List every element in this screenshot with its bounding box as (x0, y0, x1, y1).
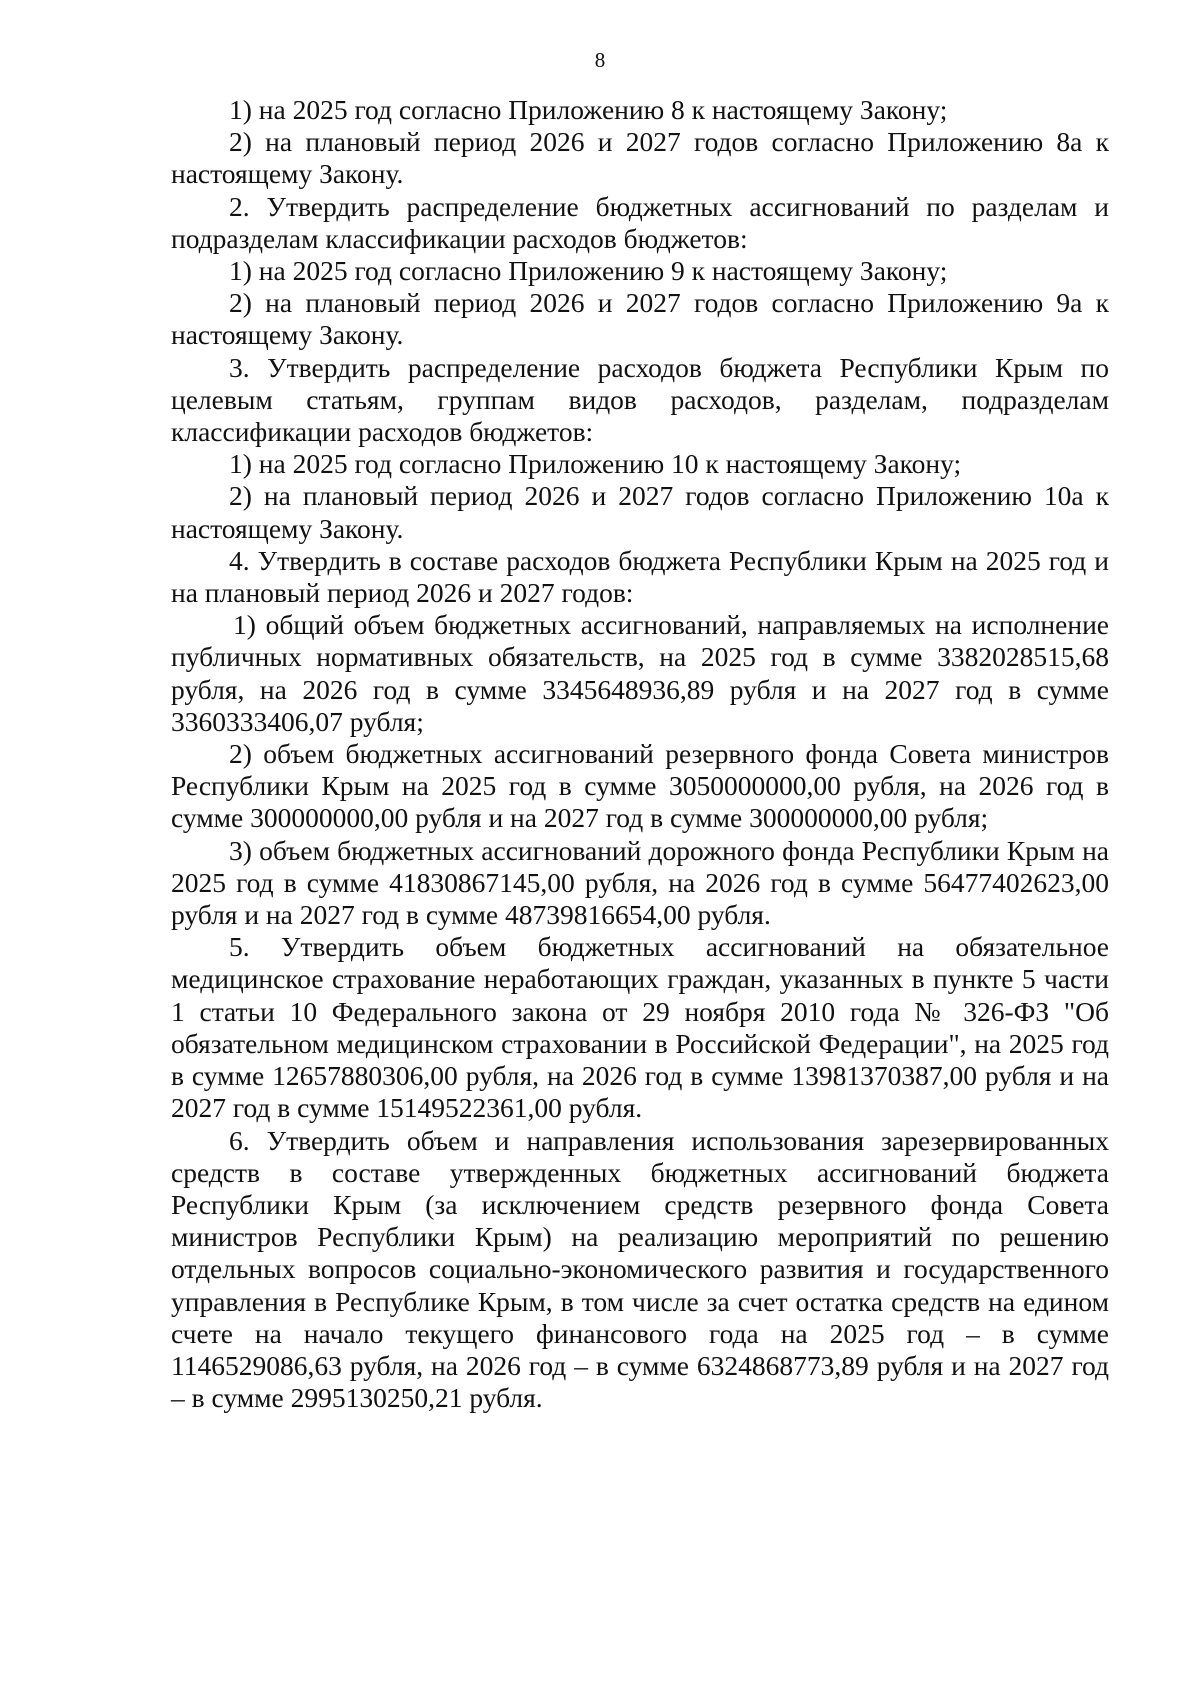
paragraph-item-2-sections: 2. Утвердить распределение бюджетных ассигнований по разделам и подразделам классификации расходов бюджетов: (171, 190, 1109, 254)
paragraph-road-fund: 3) объем бюджетных ассигнований дорожного фонда Республики Крым на 2025 год в сумме 41830867145,00 рубля, на 2026 год в сумме 56477402623,00 рубля и на 2027 год в сумме 48739816654,00 рубля. (171, 834, 1109, 931)
paragraph-appendix-8-2025: 1) на 2025 год согласно Приложению 8 к настоящему Закону; (229, 94, 948, 125)
paragraph-item-5-medical-insurance: 5. Утвердить объем бюджетных ассигнований на обязательное медицинское страхование неработающих граждан, указанных в пункте 5 части 1 статьи 10 Федерального закона от 29 ноября 2010 года № 326-ФЗ "Об обязательном медицинском страховании в Российской Федерации", на 2025 год в сумме 12657880306,00 рубля, на 2026 год в сумме 13981370387,00 рубля и на 2027 год в сумме 15149522361,00 рубля. (171, 931, 1109, 1124)
paragraph-reserve-fund: 2) объем бюджетных ассигнований резервного фонда Совета министров Республики Крым на 2025 год в сумме 3050000000,00 рубля, на 2026 год в сумме 300000000,00 рубля и на 2027 год в сумме 300000000,00 рубля; (171, 738, 1109, 834)
page-number: 8 (594, 48, 606, 72)
paragraph-appendix-8a-planned: 2) на плановый период 2026 и 2027 годов согласно Приложению 8а к настоящему Закону. (171, 126, 1109, 190)
paragraph-appendix-9a-planned: 2) на плановый период 2026 и 2027 годов согласно Приложению 9а к настоящему Закону. (171, 287, 1109, 351)
document-body (171, 94, 1109, 1414)
paragraph-appendix-10-2025: 1) на 2025 год согласно Приложению 10 к настоящему Закону; (229, 448, 962, 480)
paragraph-item-6-reserved-funds: 6. Утвердить объем и направления использования зарезервированных средств в составе утвержденных бюджетных ассигнований бюджета Республики Крым (за исключением средств резервного фонда Совета министров Республики Крым) на реализацию мероприятий по решению отдельных вопросов социально-экономического развития и государственного управления в Республике Крым, в том числе за счет остатка средств на едином счете на начало текущего финансового года на 2025 год – в сумме 1146529086,63 рубля, на 2026 год – в сумме 6324868773,89 рубля и на 2027 год – в сумме 2995130250,21 рубля. (171, 1124, 1109, 1414)
paragraph-appendix-10a-planned: 2) на плановый период 2026 и 2027 годов согласно Приложению 10а к настоящему Закону. (171, 480, 1109, 544)
paragraph-item-3-target-articles: 3. Утвердить распределение расходов бюджета Республики Крым по целевым статьям, группам видов расходов, разделам, подразделам классификации расходов бюджетов: (171, 351, 1109, 448)
paragraph-item-4-expenses: 4. Утвердить в составе расходов бюджета Республики Крым на 2025 год и на плановый период 2026 и 2027 годов: (171, 544, 1109, 609)
paragraph-appendix-9-2025: 1) на 2025 год согласно Приложению 9 к настоящему Закону; (229, 255, 948, 287)
paragraph-public-obligations: 1) общий объем бюджетных ассигнований, направляемых на исполнение публичных нормативных обязательств, на 2025 год в сумме 3382028515,68 рубля, на 2026 год в сумме 3345648936,89 рубля и на 2027 год в сумме 3360333406,07 рубля; (171, 609, 1109, 737)
